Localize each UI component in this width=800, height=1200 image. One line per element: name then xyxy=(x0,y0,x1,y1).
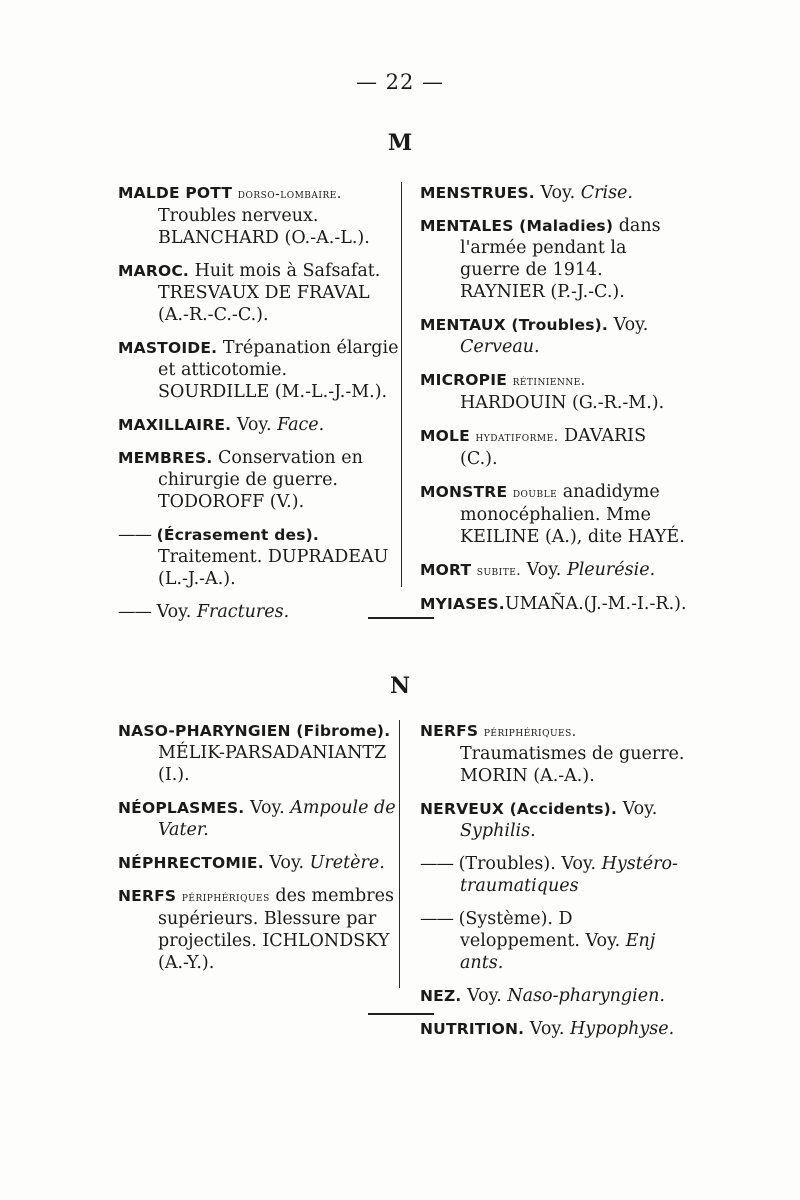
section-letter-m: M xyxy=(387,130,413,156)
entry-text: Voy. xyxy=(617,799,658,819)
index-entry xyxy=(420,559,688,582)
section-m-columns xyxy=(118,182,688,634)
entry-heading: MALDE POTT xyxy=(118,184,233,202)
page-number: — 22 — xyxy=(355,70,445,94)
index-entry xyxy=(420,481,688,548)
index-entry xyxy=(420,182,688,204)
entry-text: Conservation en chirurgie de guerre. TODOROFF (V.). xyxy=(158,448,363,512)
section-n-columns xyxy=(118,720,688,1051)
entry-text: Traumatismes de guerre. MORIN (A.-A.). xyxy=(460,744,685,786)
entry-dash: —— xyxy=(420,854,453,874)
entry-text: Traitement. DUPRADEAU (L.-J.-A.). xyxy=(158,547,389,589)
index-entry xyxy=(118,885,400,974)
entry-text: MÉLIK-PARSADANIANTZ (I.). xyxy=(158,743,387,785)
entry-reference: Hypophyse. xyxy=(570,1019,675,1039)
entry-heading: MENTAUX (Troubles). xyxy=(420,316,609,334)
entry-text: Voy. xyxy=(534,183,581,203)
entry-text: Voy. xyxy=(263,853,310,873)
entry-reference: Pleurésie. xyxy=(566,560,656,580)
entry-reference: Syphilis. xyxy=(460,821,536,841)
entry-text: Voy. xyxy=(524,1019,571,1039)
section-n-left-column xyxy=(118,720,400,1051)
entry-qualifier: périphériques xyxy=(181,889,270,905)
entry-text: Voy. xyxy=(151,602,197,622)
index-entry xyxy=(118,414,400,436)
index-entry xyxy=(420,720,688,787)
index-entry xyxy=(118,797,400,841)
entry-text: HARDOUIN (G.-R.-M.). xyxy=(460,393,665,413)
entry-heading: MICROPIE xyxy=(420,371,507,389)
index-entry xyxy=(118,260,400,326)
entry-text: Voy. xyxy=(461,986,508,1006)
index-entry xyxy=(118,720,400,786)
entry-text: dans l'armée pendant la guerre de 1914. RAYNIER (P.-J.-C.). xyxy=(460,216,661,302)
section-letter-n: N xyxy=(389,673,411,699)
index-entry xyxy=(118,524,400,590)
entry-heading: MAROC. xyxy=(118,262,189,280)
entry-heading: MENTALES (Maladies) xyxy=(420,217,614,235)
index-entry xyxy=(420,593,688,615)
entry-reference: Crise. xyxy=(580,183,633,203)
entry-heading: MONSTRE xyxy=(420,483,508,501)
entry-qualifier: dorso-lombaire. xyxy=(237,186,342,202)
entry-heading: MYIASES. xyxy=(420,595,505,613)
entry-reference: Face. xyxy=(277,415,325,435)
entry-text: Huit mois à Safsafat. TRESVAUX DE FRAVAL (A.-R.-C.-C.). xyxy=(158,261,381,325)
entry-reference: Ampoule de Vater. xyxy=(158,798,396,840)
entry-text: Voy. xyxy=(608,315,649,335)
entry-heading: MENSTRUES. xyxy=(420,184,535,202)
entry-text: (Système). D veloppement. Voy. xyxy=(453,909,626,951)
index-entry xyxy=(420,798,688,842)
entry-heading: NÉOPLASMES. xyxy=(118,799,245,817)
entry-text: Voy. xyxy=(244,798,291,818)
entry-qualifier: subite. xyxy=(476,563,522,579)
entry-heading: NERFS xyxy=(118,887,177,905)
entry-heading: NERFS xyxy=(420,722,479,740)
index-entry xyxy=(118,182,400,249)
index-entry xyxy=(420,1018,688,1040)
entry-heading: MASTOIDE. xyxy=(118,339,218,357)
section-divider xyxy=(368,1013,434,1015)
section-divider xyxy=(368,617,434,619)
index-entry xyxy=(118,852,400,874)
entry-text: Voy. xyxy=(231,415,278,435)
index-entry xyxy=(420,985,688,1007)
entry-qualifier: rétinienne. xyxy=(512,373,586,389)
index-entry xyxy=(420,853,688,897)
index-entry xyxy=(118,447,400,513)
index-entry xyxy=(118,601,400,623)
entry-heading: MEMBRES. xyxy=(118,449,213,467)
index-entry xyxy=(420,369,688,414)
entry-text: DAVARIS (C.). xyxy=(460,426,647,469)
entry-heading: NÉPHRECTOMIE. xyxy=(118,854,264,872)
entry-qualifier: hydatiforme. xyxy=(475,429,559,445)
index-entry xyxy=(420,215,688,303)
entry-dash: —— xyxy=(420,909,453,929)
entry-text: anadidyme monocéphalien. Mme KEILINE (A.), dite HAYÉ. xyxy=(460,482,685,547)
section-n-right-column xyxy=(420,720,688,1051)
entry-text: Trépanation élargie et atticotomie. SOURDILLE (M.-L.-J.-M.). xyxy=(158,338,399,402)
entry-text: Troubles nerveux. BLANCHARD (O.-A.-L.). xyxy=(158,206,370,248)
entry-qualifier: périphériques. xyxy=(483,724,577,740)
entry-text: (Troubles). Voy. xyxy=(453,854,602,874)
index-entry xyxy=(420,314,688,358)
entry-reference: Hystéro-traumatiques xyxy=(460,854,678,896)
entry-reference: Fractures. xyxy=(196,602,290,622)
entry-heading: NUTRITION. xyxy=(420,1020,525,1038)
entry-heading: NERVEUX (Accidents). xyxy=(420,800,618,818)
entry-qualifier: double xyxy=(512,485,558,501)
entry-heading: NASO-PHARYNGIEN (Fibrome). xyxy=(118,722,391,740)
entry-heading: MORT xyxy=(420,561,472,579)
entry-heading: MOLE xyxy=(420,427,470,445)
entry-text: des membres supérieurs. Blessure par projectiles. ICHLONDSKY (A.-Y.). xyxy=(158,886,394,973)
section-m-right-column xyxy=(420,182,688,634)
index-entry xyxy=(420,425,688,470)
entry-text: UMAÑA.(J.-M.-I.-R.). xyxy=(504,594,687,614)
column-divider xyxy=(399,720,400,988)
entry-reference: Naso-pharyngien. xyxy=(507,986,665,1006)
index-entry xyxy=(118,337,400,403)
entry-dash: —— xyxy=(118,525,151,545)
entry-heading: NEZ. xyxy=(420,987,462,1005)
entry-heading: MAXILLAIRE. xyxy=(118,416,232,434)
index-entry xyxy=(420,908,688,974)
entry-text: Voy. xyxy=(526,560,567,580)
entry-reference: Uretère. xyxy=(309,853,385,873)
section-m-left-column xyxy=(118,182,400,634)
entry-reference: Cerveau. xyxy=(460,337,540,357)
entry-heading: (Écrasement des). xyxy=(151,526,320,544)
entry-reference: Enj ants. xyxy=(460,931,656,973)
column-divider xyxy=(401,182,402,587)
entry-dash: —— xyxy=(118,602,151,622)
